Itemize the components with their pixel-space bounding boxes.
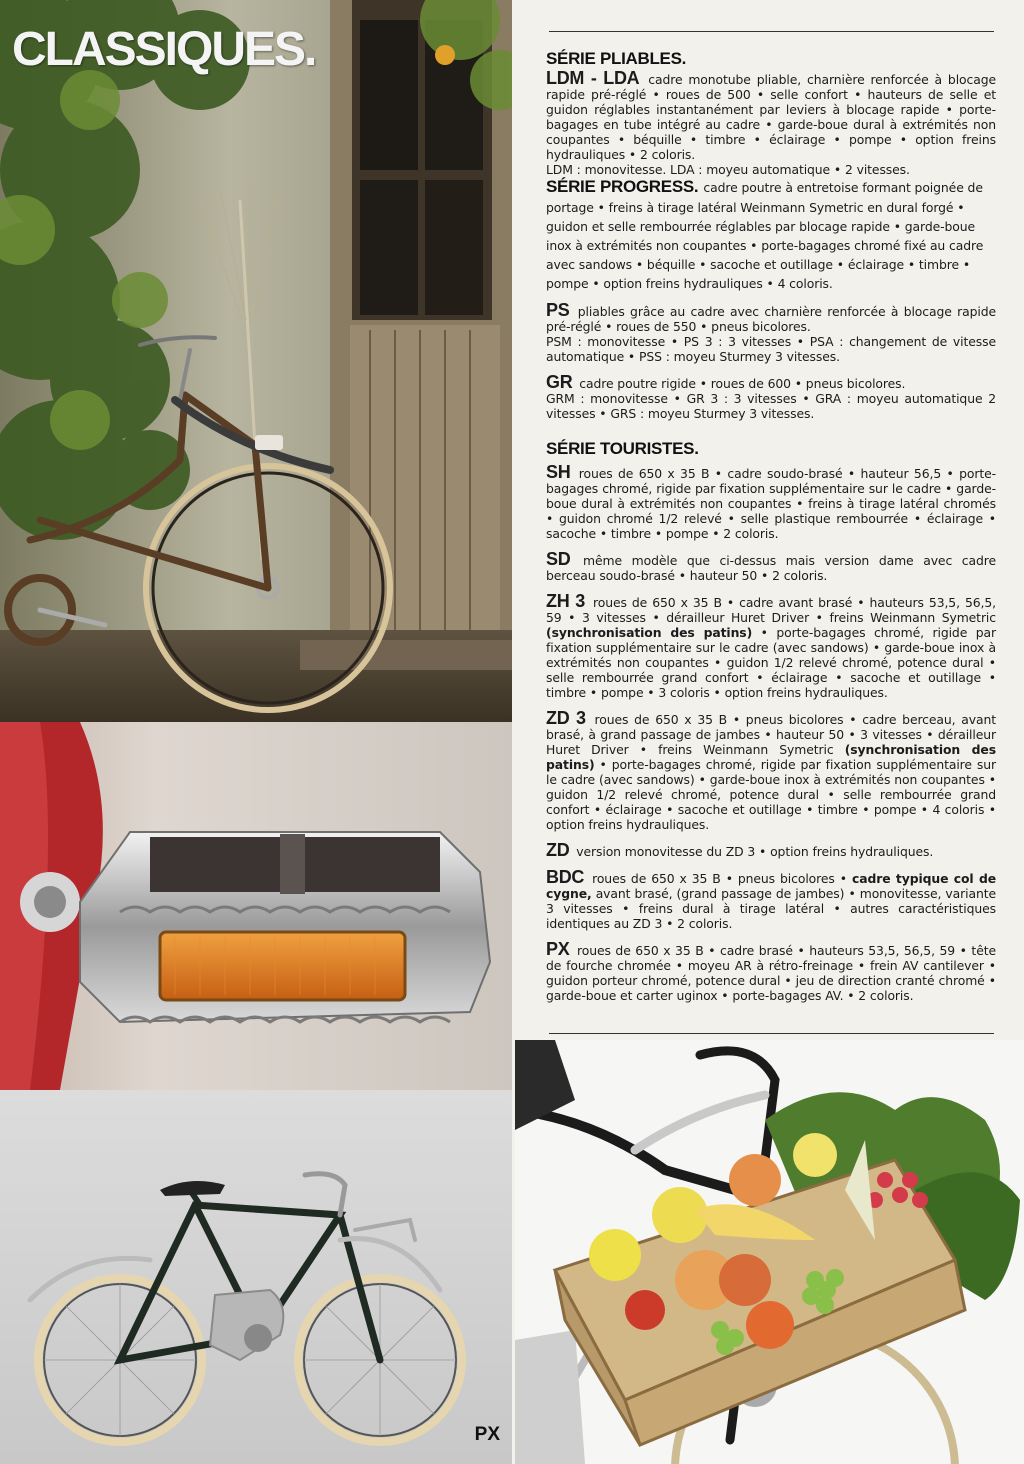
model-code: BDC xyxy=(546,867,585,887)
spec-progress xyxy=(546,180,983,291)
model-description: cadre poutre rigide • roues de 600 • pneus bicolores. xyxy=(579,376,906,391)
model-description: cadre monotube pliable, charnière renforcée à blocage rapide pré-réglé • roues de 500 • selle confort • hauteurs de selle et guidon réglables instantanément par leviers à blocage rapide • porte-bagages en tube intégré au cadre • garde-boue dural à extrémités non coupantes • béquille • timbre • éclairage • pompe • option freins hydrauliques • 2 coloris. xyxy=(546,72,997,162)
spec-gr xyxy=(546,372,996,421)
section-title-touristes: SÉRIE TOURISTES. xyxy=(546,439,699,458)
page-headline: CLASSIQUES. xyxy=(12,23,316,76)
model-description: roues de 650 x 35 B • cadre soudo-brasé • hauteur 56,5 • porte-bagages chromé, rigide par fixation supplémentaire sur le cadre • garde-boue dural à extrémités non coupantes • freins à tirage latéral chromés • guidon chromé 1/2 relevé • selle plastique rembourrée • éclairage • sacoche • timbre • pompe • 2 coloris. xyxy=(546,466,996,541)
model-highlight: cadre typique col de cygne, xyxy=(546,871,997,901)
photo-bicycle-crate xyxy=(515,1040,1024,1464)
model-description-cont: avant brasé, (grand passage de jambes) • monovitesse, variante 3 vitesses • freins dural à tirage latéral • autres caractéristiques identiques au ZD 3 • 2 coloris. xyxy=(546,886,996,931)
model-variants: LDM : monovitesse. LDA : moyeu automatique • 2 vitesses. xyxy=(546,162,910,177)
model-code: PS xyxy=(546,300,570,320)
spec-bdc xyxy=(546,867,997,931)
model-description-cont: • porte-bagages chromé, rigide par fixation supplémentaire sur le cadre (avec sandows) • garde-boue inox à extrémités non coupantes • guidon 1/2 relevé chromé, potence dural • selle rembourrée grand confort • éclairage • sacoche et outillage • timbre • pompe • 3 coloris • option freins hydrauliques. xyxy=(546,625,996,700)
model-description-cont: • porte-bagages chromé, rigide par fixation supplémentaire sur le cadre (avec sandows) • garde-boue inox à extrémités non coupantes • guidon 1/2 relevé chromé, potence dural • selle rembourrée grand confort • éclairage • sacoche et outillage • timbre • pompe • 4 coloris • option freins hydrauliques. xyxy=(546,757,996,832)
photo-ladies-bicycle xyxy=(0,0,512,722)
bottom-rule xyxy=(549,1033,994,1034)
model-code: SH xyxy=(546,462,571,482)
model-code: PX xyxy=(546,939,570,959)
spec-sh xyxy=(546,462,996,541)
photo-px-bicycle xyxy=(0,1090,512,1464)
model-code: ZD xyxy=(546,840,570,860)
model-description: même modèle que ci-dessus mais version dame avec cadre berceau soudo-brasé • hauteur 50 • 2 coloris. xyxy=(546,553,996,583)
spec-text-column xyxy=(546,31,996,1003)
spec-sd xyxy=(546,549,996,583)
model-description: version monovitesse du ZD 3 • option freins hydrauliques. xyxy=(576,844,934,859)
model-code: LDM - LDA xyxy=(546,68,640,88)
model-description: pliables grâce au cadre avec charnière renforcée à blocage rapide pré-réglé • roues de 550 • pneus bicolores. xyxy=(546,304,997,334)
model-variants: PSM : monovitesse • PS 3 : 3 vitesses • PSA : changement de vitesse automatique • PSS : moyeu Sturmey 3 vitesses. xyxy=(546,334,996,364)
model-code: ZH 3 xyxy=(546,591,585,611)
series-description: cadre poutre à entretoise formant poignée de portage • freins à tirage latéral Weinmann Symetric en dural forgé • guidon et selle rembourrée réglables par blocage rapide • garde-boue inox à extrémités non coupantes • porte-bagages chromé fixé au cadre avec sandows • béquille • sacoche et outillage • éclairage • timbre • pompe • option freins hydrauliques • 4 coloris. xyxy=(546,180,984,291)
model-description: roues de 650 x 35 B • cadre avant brasé • hauteurs 53,5, 56,5, 59 • 3 vitesses • dérailleur Huret Driver • freins Weinmann Symetric xyxy=(546,595,996,625)
spec-px xyxy=(546,939,996,1003)
model-highlight: (synchronisation des patins) xyxy=(546,625,753,640)
model-highlight: (synchronisation des patins) xyxy=(546,742,996,772)
model-code: GR xyxy=(546,372,573,392)
spec-ldm-lda xyxy=(546,68,997,177)
section-title-progress: SÉRIE PROGRESS. xyxy=(546,177,699,196)
photo-pedal xyxy=(0,722,512,1090)
model-description: roues de 650 x 35 B • cadre brasé • hauteurs 53,5, 56,5, 59 • tête de fourche chromée • moyeu AR à rétro-freinage • frein AV cantilever • guidon porteur chromé, potence dural • jeu de direction cranté chromé • garde-boue et carter uginox • porte-bagages AV. • 2 coloris. xyxy=(546,943,996,1003)
section-title-pliables: SÉRIE PLIABLES. xyxy=(546,49,687,68)
spec-zd3 xyxy=(546,708,997,832)
model-description: roues de 650 x 35 B • pneus bicolores • cadre berceau, avant brasé, à grand passage de jambes • hauteur 50 • 3 vitesses • dérailleur Huret Driver • freins Weinmann Symetric xyxy=(546,712,997,757)
spec-zh3 xyxy=(546,591,996,700)
spec-ps xyxy=(546,300,997,364)
model-description: roues de 650 x 35 B • pneus bicolores • xyxy=(592,871,847,886)
model-code: ZD 3 xyxy=(546,708,586,728)
model-variants: GRM : monovitesse • GR 3 : 3 vitesses • GRA : moyeu automatique 2 vitesses • GRS : moyeu Sturmey 3 vitesses. xyxy=(546,391,996,421)
model-code: SD xyxy=(546,549,571,569)
photo-caption-px: PX xyxy=(474,1424,500,1445)
spec-zd xyxy=(546,840,996,860)
